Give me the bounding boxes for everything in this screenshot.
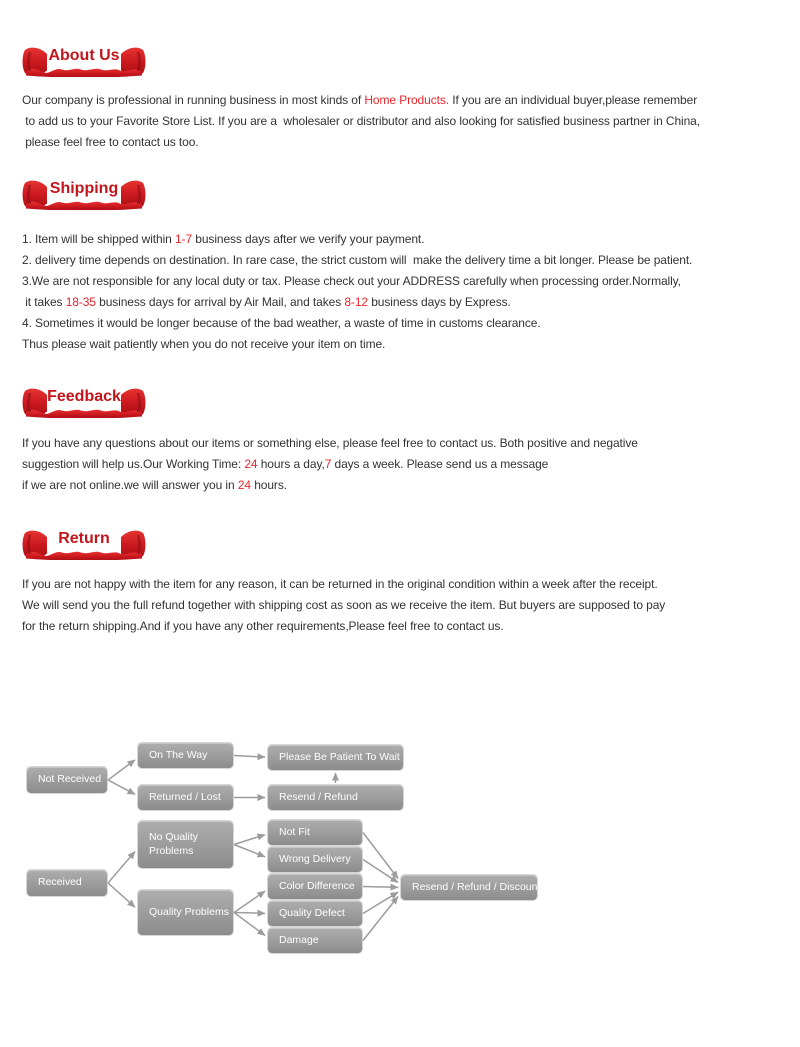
highlighted-text: 24: [237, 478, 251, 492]
flow-node-label: Resend / Refund: [279, 790, 358, 803]
flow-node-wrong-delivery: [268, 847, 362, 872]
text-segment: 2. delivery time depends on destination. In rare case, the strict custom will make the delivery time a bit longer. Please be patient.: [22, 253, 693, 267]
text-line: [22, 250, 782, 271]
flow-node-label: Returned / Lost: [149, 790, 221, 803]
flow-node-resend-refund-discount: [401, 875, 541, 900]
highlighted-text: 8-12: [344, 295, 368, 309]
text-segment: if we are not online.we will answer you in: [22, 478, 238, 492]
flow-node-label: Damage: [279, 933, 319, 946]
text-segment: business days for arrival by Air Mail, and takes: [95, 295, 345, 309]
flow-node-label: Resend / Refund / Discount: [412, 880, 541, 893]
text-line: [22, 595, 782, 616]
flow-node-quality-defect: [268, 901, 362, 926]
text-segment: business days after we verify your payment.: [192, 232, 425, 246]
text-segment: 1. Item will be shipped within: [22, 232, 175, 246]
highlighted-text: 1-7: [174, 232, 193, 246]
shipping-text: [22, 229, 782, 355]
flow-arrow: [234, 913, 265, 914]
flow-arrow: [234, 891, 265, 912]
text-segment: days a week. Please send us a message: [331, 457, 549, 471]
flow-node-resend-refund: [268, 785, 403, 810]
flow-node-label: No Quality Problems: [149, 830, 199, 857]
return-text: [22, 574, 782, 637]
flow-node-label: Not Fit: [279, 825, 310, 838]
text-segment: Our company is professional in running business in most kinds of: [22, 93, 365, 107]
flow-node-no-quality-problems: [138, 821, 233, 868]
text-line: [22, 271, 782, 292]
flow-node-please-wait: [268, 745, 403, 770]
text-line: [22, 574, 782, 595]
section-title-feedback: Feedback: [47, 388, 121, 405]
text-segment: for the return shipping.And if you have any other requirements,Please feel free to contact us.: [22, 619, 504, 633]
text-segment: Thus please wait patiently when you do not receive your item on time.: [22, 337, 386, 351]
text-segment: please feel free to contact us too.: [22, 135, 199, 149]
text-segment: We will send you the full refund together with shipping cost as soon as we receive the item. But buyers are supposed to pay: [22, 598, 666, 612]
highlighted-text: 18-35: [65, 295, 96, 309]
text-line: [22, 132, 782, 153]
text-line: [22, 292, 782, 313]
text-segment: hours a day,: [257, 457, 325, 471]
section-title-return: Return: [58, 530, 110, 547]
flow-node-label: Color Difference: [279, 879, 355, 892]
after-sale-flowchart: [20, 735, 560, 963]
flow-arrow: [234, 756, 265, 758]
flow-arrow: [234, 845, 265, 857]
text-segment: If you have any questions about our items or something else, please feel free to contact us. Both positive and negative: [22, 436, 638, 450]
flow-node-not-received: [27, 767, 107, 793]
flow-node-on-the-way: [138, 743, 233, 768]
highlighted-text: 7: [324, 457, 332, 471]
text-line: [22, 313, 782, 334]
text-line: [22, 433, 782, 454]
feedback-text: [22, 433, 782, 496]
text-line: [22, 334, 782, 355]
text-line: [22, 229, 782, 250]
flow-node-label: Please Be Patient To Wait: [279, 750, 400, 763]
flow-node-received: [27, 870, 107, 896]
section-banner-feedback: [21, 385, 147, 418]
text-line: [22, 616, 782, 637]
flow-arrow: [108, 851, 135, 883]
flow-arrow: [108, 883, 135, 907]
text-line: [22, 454, 782, 475]
flow-arrow: [108, 780, 135, 794]
flow-node-label: Quality Defect: [279, 906, 345, 919]
text-segment: suggestion will help us.Our Working Time:: [22, 457, 245, 471]
text-segment: 3.We are not responsible for any local duty or tax. Please check out your ADDRESS carefully when processing order.Normally,: [22, 274, 681, 288]
flow-node-returned-lost: [138, 785, 233, 810]
section-banner-shipping: [21, 177, 147, 210]
section-title-about-us: About Us: [48, 47, 120, 64]
flow-node-color-difference: [268, 874, 362, 899]
flow-node-quality-problems: [138, 890, 233, 935]
text-line: [22, 475, 782, 496]
flow-node-label: Wrong Delivery: [279, 852, 351, 865]
section-title-shipping: Shipping: [49, 180, 119, 197]
flow-node-not-fit: [268, 820, 362, 845]
flow-node-label: Received: [38, 876, 82, 889]
highlighted-text: Home Products.: [364, 93, 449, 107]
section-banner-return: [21, 527, 147, 560]
flow-arrow: [234, 835, 265, 845]
text-segment: hours.: [250, 478, 287, 492]
flow-arrow: [363, 887, 398, 888]
text-line: [22, 90, 782, 111]
text-segment: If you are an individual buyer,please remember: [448, 93, 698, 107]
text-segment: it takes: [22, 295, 66, 309]
text-segment: 4. Sometimes it would be longer because of the bad weather, a waste of time in customs clearance.: [22, 316, 541, 330]
section-banner-about-us: [21, 44, 147, 77]
flow-arrow: [108, 760, 135, 780]
about-us-text: [22, 90, 782, 153]
flow-node-damage: [268, 928, 362, 953]
text-segment: to add us to your Favorite Store List. If you are a wholesaler or distributor and also looking for satisfied business partner in China,: [22, 114, 700, 128]
flow-node-label: On The Way: [149, 748, 208, 761]
flow-arrow: [234, 913, 265, 936]
highlighted-text: 24: [244, 457, 258, 471]
text-segment: If you are not happy with the item for any reason, it can be returned in the original condition within a week after the receipt.: [22, 577, 658, 591]
flow-node-label: Not Received: [38, 773, 102, 786]
flow-node-label: Quality Problems: [149, 905, 229, 918]
text-line: [22, 111, 782, 132]
text-segment: business days by Express.: [367, 295, 511, 309]
